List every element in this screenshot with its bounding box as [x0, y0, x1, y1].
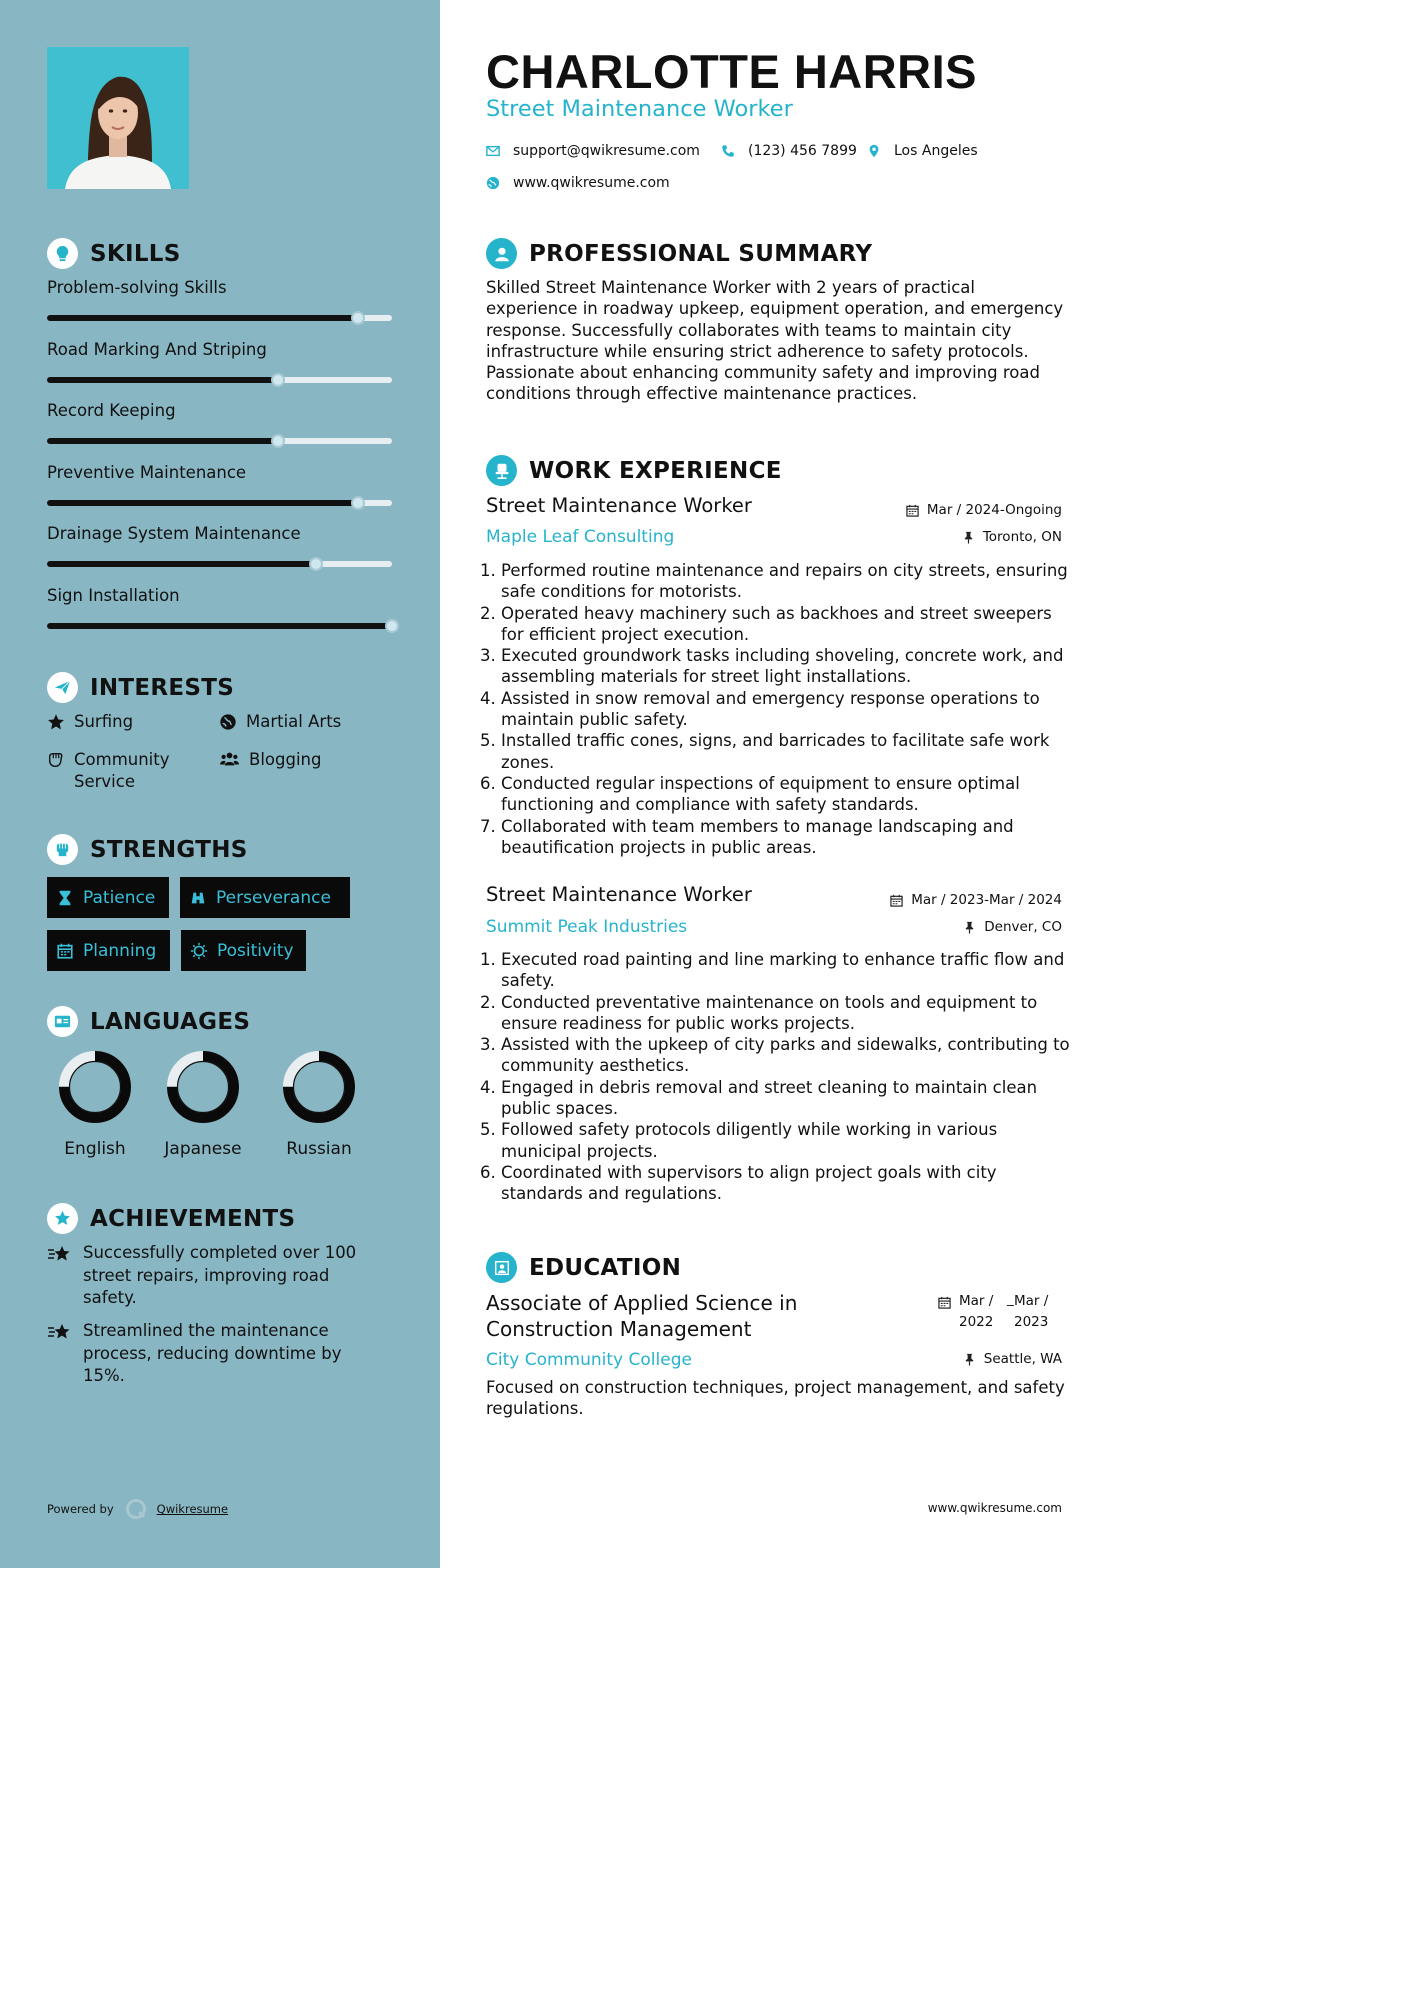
pushpin-icon [963, 921, 976, 934]
achievements-heading [47, 1203, 295, 1234]
globe-icon [486, 176, 500, 190]
interests-heading [47, 672, 234, 703]
skill-bar-fill [47, 623, 392, 629]
id-card-icon [47, 1006, 78, 1037]
duty-item: 4. Assisted in snow removal and emergency response operations to maintain public safety. [501, 688, 1070, 731]
strength-label: Perseverance [216, 887, 331, 908]
language-label: Japanese [164, 1139, 242, 1159]
skill-bar-knob [351, 311, 365, 325]
company-name: Maple Leaf Consulting [486, 527, 675, 547]
summary-text: Skilled Street Maintenance Worker with 2 years of practical experience in roadway upkeep, equipment operation, and emergency response. Successfully collaborates with teams to maintain city infrastructure while ensuring strict adherence to safety protocols. Passionate about enhancing community safety and improving road conditions through effective maintenance practices. [486, 278, 1064, 404]
paper-plane-icon [47, 672, 78, 703]
office-chair-icon [486, 455, 517, 486]
strength-badge-perseverance [180, 877, 350, 918]
strength-badge-positivity [181, 930, 306, 971]
education-heading [486, 1252, 681, 1283]
skill-bar-track [47, 315, 392, 321]
duty-item: 2. Operated heavy machinery such as backhoes and street sweepers for efficient project execution. [501, 603, 1070, 646]
language-ring [57, 1049, 133, 1125]
hourglass-icon [56, 889, 74, 907]
calendar-icon [906, 504, 919, 517]
interest-label: Surfing [74, 712, 134, 731]
interest-martial-arts [219, 711, 341, 733]
skills-heading [47, 238, 181, 269]
language-item [40, 1049, 150, 1159]
fist-icon [47, 834, 78, 865]
language-ring-outline [178, 1062, 229, 1113]
duty-item: 2. Conducted preventative maintenance on tools and equipment to ensure readiness for public works projects. [501, 992, 1070, 1035]
skill-bar-track [47, 500, 392, 506]
envelope-icon [486, 144, 500, 158]
location-text: Los Angeles [894, 143, 978, 159]
contact-email[interactable] [486, 143, 700, 159]
education-end-year: 2023 [1014, 1314, 1049, 1330]
job-dates-text: Mar / 2024-Ongoing [926, 502, 1062, 518]
map-pin-icon [867, 144, 881, 158]
hand-icon [47, 751, 65, 769]
strength-label: Patience [83, 887, 156, 908]
calendar-icon [938, 1296, 951, 1309]
skill-bar-fill [47, 500, 358, 506]
skill-label: Preventive Maintenance [47, 462, 247, 482]
skill-bar-fill [47, 438, 278, 444]
achievement-text: Successfully completed over 100 street repairs, improving road safety. [83, 1243, 357, 1307]
education-start-month: Mar / [959, 1293, 994, 1309]
sidebar [0, 0, 440, 1568]
language-item [148, 1049, 258, 1159]
contact-website[interactable] [486, 175, 670, 191]
education-dates [938, 1291, 1062, 1333]
skill-bar-knob [309, 557, 323, 571]
lightbulb-icon [47, 238, 78, 269]
phone-text: (123) 456 7899 [748, 143, 857, 159]
skill-bar-track [47, 623, 392, 629]
duty-item: 4. Engaged in debris removal and street cleaning to maintain clean public spaces. [501, 1077, 1070, 1120]
strength-badge-patience [47, 877, 169, 918]
language-ring [281, 1049, 357, 1125]
strengths-heading [47, 834, 248, 865]
shooting-star-icon [47, 1322, 73, 1344]
email-text: support@qwikresume.com [513, 143, 700, 159]
job-role: Street Maintenance Worker [486, 883, 752, 906]
candidate-title: Street Maintenance Worker [486, 96, 793, 122]
shooting-star-icon [47, 1244, 73, 1266]
calendar-icon [890, 894, 903, 907]
job-duties-list [482, 560, 1070, 858]
language-label: English [64, 1139, 126, 1159]
education-title: EDUCATION [529, 1254, 682, 1281]
job-location-text: Toronto, ON [982, 529, 1062, 545]
achievements-title: ACHIEVEMENTS [90, 1205, 296, 1232]
duty-item: 6. Conducted regular inspections of equipment to ensure optimal functioning and compliance with safety standards. [501, 773, 1070, 816]
interest-label: Community Service [74, 750, 170, 791]
experience-title: WORK EXPERIENCE [529, 457, 782, 484]
summary-heading [486, 238, 872, 269]
job-role: Street Maintenance Worker [486, 494, 752, 517]
skill-bar-track [47, 377, 392, 383]
powered-by [47, 1497, 228, 1521]
strength-label: Planning [83, 940, 157, 961]
languages-heading [47, 1006, 250, 1037]
interest-surfing [47, 711, 133, 733]
duty-item: 7. Collaborated with team members to manage landscaping and beautification projects in public areas. [501, 816, 1070, 859]
education-start-year: 2022 [959, 1314, 994, 1330]
star-badge-icon [47, 1203, 78, 1234]
duty-item: 5. Installed traffic cones, signs, and barricades to facilitate safe work zones. [501, 730, 1070, 773]
profile-photo [47, 47, 189, 189]
education-location-text: Seattle, WA [983, 1351, 1062, 1367]
sun-icon [190, 942, 208, 960]
duty-item: 3. Executed groundwork tasks including shoveling, concrete work, and assembling materials for street light installations. [501, 645, 1070, 688]
interests-title: INTERESTS [90, 674, 235, 701]
skill-bar-knob [271, 434, 285, 448]
skill-bar-knob [385, 619, 399, 633]
job-location [962, 529, 1062, 545]
summary-title: PROFESSIONAL SUMMARY [529, 240, 873, 267]
education-date-separator: _ [1007, 1291, 1014, 1307]
interest-community-service [47, 749, 207, 793]
website-text: www.qwikresume.com [513, 175, 670, 191]
interest-label: Martial Arts [246, 712, 342, 731]
language-ring [165, 1049, 241, 1125]
skill-bar-track [47, 561, 392, 567]
skill-bar-knob [271, 373, 285, 387]
skill-label: Sign Installation [47, 585, 180, 605]
job-dates [890, 892, 1062, 908]
duty-item: 1. Performed routine maintenance and repairs on city streets, ensuring safe conditions for motorists. [501, 560, 1070, 603]
duty-item: 6. Coordinated with supervisors to align project goals with city standards and regulations. [501, 1162, 1070, 1205]
job-dates [906, 502, 1062, 518]
skill-label: Road Marking And Striping [47, 339, 267, 359]
education-description: Focused on construction techniques, project management, and safety regulations. [486, 1378, 1065, 1419]
skill-label: Problem-solving Skills [47, 278, 227, 297]
duty-item: 5. Followed safety protocols diligently while working in various municipal projects. [501, 1119, 1070, 1162]
interest-blogging [219, 749, 321, 771]
powered-by-label: Powered by [47, 1502, 114, 1516]
skill-bar-knob [351, 496, 365, 510]
footer-website[interactable]: www.qwikresume.com [927, 1501, 1062, 1515]
job-location-text: Denver, CO [984, 919, 1062, 935]
candidate-name: CHARLOTTE HARRIS [486, 45, 978, 98]
language-ring-outline [70, 1062, 121, 1113]
globe-icon [219, 713, 237, 731]
pushpin-icon [962, 531, 975, 544]
star-icon [47, 713, 65, 731]
users-icon [219, 751, 240, 769]
strength-label: Positivity [217, 940, 294, 961]
language-ring-outline [294, 1062, 345, 1113]
calendar-icon [56, 942, 74, 960]
achievement-item [47, 1242, 387, 1310]
duty-item: 3. Assisted with the upkeep of city parks and sidewalks, contributing to community aesthetics. [501, 1034, 1070, 1077]
phone-icon [721, 144, 735, 158]
language-item [264, 1049, 374, 1159]
strength-badge-planning [47, 930, 170, 971]
achievement-item [47, 1320, 387, 1388]
skill-label: Record Keeping [47, 401, 176, 420]
qwikresume-link[interactable]: Qwikresume [156, 1502, 229, 1516]
binoculars-icon [189, 889, 207, 907]
skill-bar-fill [47, 377, 278, 383]
contact-phone[interactable] [721, 143, 857, 159]
job-location [963, 919, 1062, 935]
achievement-text: Streamlined the maintenance process, reducing downtime by 15%. [83, 1321, 342, 1385]
education-degree: Associate of Applied Science in Construction Management [486, 1291, 798, 1341]
skill-label: Drainage System Maintenance [47, 524, 301, 543]
education-end-month: Mar / [1014, 1293, 1049, 1309]
user-icon [486, 238, 517, 269]
contact-location [867, 143, 978, 159]
language-label: Russian [286, 1139, 352, 1159]
company-name: Summit Peak Industries [486, 917, 688, 937]
education-location [963, 1351, 1062, 1367]
graduate-icon [486, 1252, 517, 1283]
experience-heading [486, 455, 782, 486]
interest-label: Blogging [249, 750, 322, 769]
strengths-title: STRENGTHS [90, 836, 248, 863]
skill-bar-fill [47, 315, 358, 321]
pushpin-icon [963, 1353, 976, 1366]
qwikresume-logo [124, 1497, 148, 1521]
skills-title: SKILLS [90, 240, 181, 267]
languages-title: LANGUAGES [90, 1008, 251, 1035]
education-school: City Community College [486, 1350, 692, 1370]
job-duties-list [482, 949, 1070, 1205]
job-dates-text: Mar / 2023-Mar / 2024 [911, 892, 1062, 908]
skill-bar-fill [47, 561, 316, 567]
skill-bar-track [47, 438, 392, 444]
duty-item: 1. Executed road painting and line marking to enhance traffic flow and safety. [501, 949, 1070, 992]
